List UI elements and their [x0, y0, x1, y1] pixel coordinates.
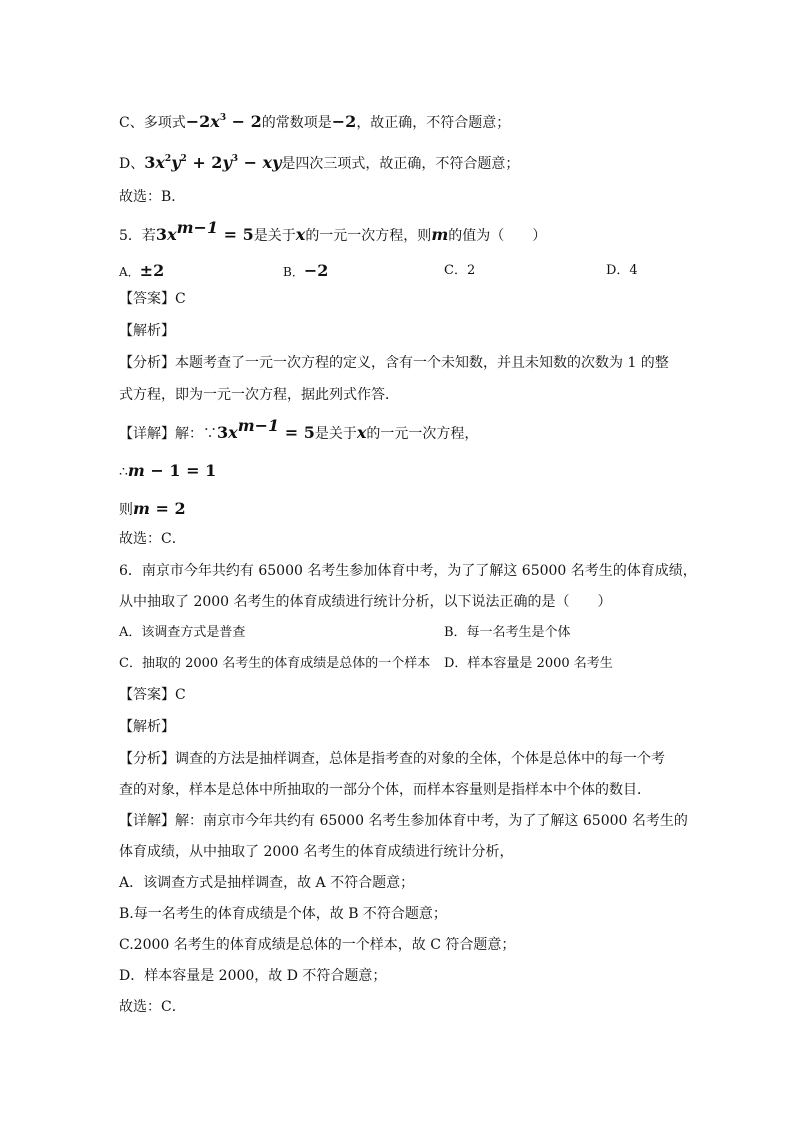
text: 是四次三项式，故正确，不符合题意；	[281, 156, 520, 172]
q5-answer: 【答案】C	[119, 291, 186, 307]
math-var: xy	[262, 153, 282, 172]
math-expr	[217, 416, 315, 442]
q6-line-1: 6．南京市今年共约有 65000 名考生参加体育中考，为了了解这 65000 名考生的体育成绩，	[119, 563, 697, 579]
text: 是关于	[314, 426, 357, 442]
math-exp: 2	[180, 154, 187, 164]
q5-option-a	[119, 262, 164, 282]
text: 的一元一次方程，	[366, 426, 479, 442]
math-part: = 2	[149, 499, 186, 518]
option-label: B．	[283, 265, 304, 279]
text: 则	[119, 502, 133, 518]
math-expr	[144, 153, 281, 172]
text: 【详解】解：∵	[119, 426, 217, 442]
option-value: ±2	[139, 261, 165, 280]
math-part: −	[238, 153, 263, 172]
q6-explain-a: A．该调查方式是抽样调查，故 A 不符合题意；	[119, 875, 415, 891]
option-c-explanation	[119, 113, 510, 132]
text: 是关于	[253, 228, 296, 244]
text: ，故正确，不符合题意；	[356, 115, 511, 131]
q6-analysis-head: 【解析】	[119, 719, 175, 735]
q5-analysis-head: 【解析】	[119, 323, 175, 339]
math-var: m	[127, 461, 145, 480]
math-part: 3	[155, 225, 168, 244]
math-part: + 2	[186, 153, 223, 172]
math-expr	[186, 112, 262, 131]
text: D、	[119, 156, 145, 172]
math-var: y	[171, 153, 181, 172]
text: 的常数项是	[261, 115, 332, 131]
q6-detail-line-1: 【详解】解：南京市今年共约有 65000 名考生参加体育中考，为了了解这 65000 名考生的	[119, 813, 688, 829]
text: 的一元一次方程，则	[305, 228, 432, 244]
math-value: −2	[331, 112, 357, 131]
math-var: m	[133, 499, 150, 518]
math-part: −2	[185, 112, 211, 131]
math-part: − 2	[226, 112, 262, 131]
math-part: − 1 = 1	[144, 461, 217, 480]
q6-detail-line-2: 体育成绩，从中抽取了 2000 名考生的体育成绩进行统计分析，	[119, 844, 514, 860]
option-label: A．	[119, 265, 140, 279]
math-exp: m−1	[237, 416, 280, 435]
choose-line: 故选：B．	[119, 189, 186, 205]
math-var: x	[210, 112, 220, 131]
math-exp: m−1	[176, 218, 219, 237]
q6-answer: 【答案】C	[119, 687, 186, 703]
math-exp: 2	[164, 154, 172, 164]
q5-analysis-line-2: 式方程，即为一元一次方程，据此列式作答．	[119, 387, 399, 403]
math-var: y	[222, 153, 232, 172]
math-var: x	[155, 153, 165, 172]
q6-choose: 故选：C．	[119, 999, 186, 1015]
q5-choose: 故选：C．	[119, 531, 186, 547]
math-part: 3	[217, 423, 229, 442]
math-part: = 5	[218, 225, 254, 244]
q6-option-d: D．样本容量是 2000 名考生	[444, 656, 613, 671]
q6-option-c: C．抽取的 2000 名考生的体育成绩是总体的一个样本	[119, 656, 431, 671]
q6-option-b: B．每一名考生是个体	[444, 625, 571, 640]
q6-line-2: 从中抽取了 2000 名考生的体育成绩进行统计分析，以下说法正确的是（ ）	[119, 594, 612, 610]
therefore-symbol: ∴	[119, 464, 128, 480]
text: 5．若	[119, 228, 156, 244]
q6-explain-c: C.2000 名考生的体育成绩是总体的一个样本，故 C 符合题意；	[119, 937, 516, 953]
q5-therefore	[119, 462, 216, 481]
math-exp: 3	[231, 154, 238, 164]
question-5	[119, 218, 547, 245]
math-exp: 3	[219, 113, 227, 123]
math-expr	[155, 218, 254, 244]
text: C、多项式	[119, 115, 186, 131]
q6-option-a: A．该调查方式是普查	[119, 625, 246, 640]
q5-then	[119, 500, 186, 519]
q5-analysis-line-1: 【分析】本题考查了一元一次方程的定义，含有一个未知数，并且未知数的次数为 1 的整	[119, 355, 669, 371]
q5-option-b	[283, 262, 328, 282]
option-value: −2	[303, 261, 329, 280]
q6-analysis-line-2: 查的对象，样本是总体中所抽取的一部分个体，而样本容量则是指样本中个体的数目．	[119, 782, 651, 798]
q5-option-c: C．2	[444, 263, 476, 278]
q5-option-d: D．4	[606, 263, 638, 278]
q6-explain-b: B.每一名考生的体育成绩是个体，故 B 不符合题意；	[119, 906, 447, 922]
math-part: 3	[144, 153, 156, 172]
q6-explain-d: D．样本容量是 2000，故 D 不符合题意；	[119, 968, 387, 984]
text: 的值为（ ）	[448, 228, 547, 244]
math-var: x	[295, 225, 306, 244]
q5-detail	[119, 416, 479, 443]
math-var: m	[431, 225, 449, 244]
math-part: = 5	[279, 423, 315, 442]
q6-analysis-line-1: 【分析】调查的方法是抽样调查，总体是指考查的对象的全体，个体是总体中的每一个考	[119, 751, 665, 767]
math-var: x	[167, 225, 177, 244]
math-var: x	[356, 423, 367, 442]
option-d-explanation	[119, 154, 519, 173]
math-var: x	[228, 423, 238, 442]
